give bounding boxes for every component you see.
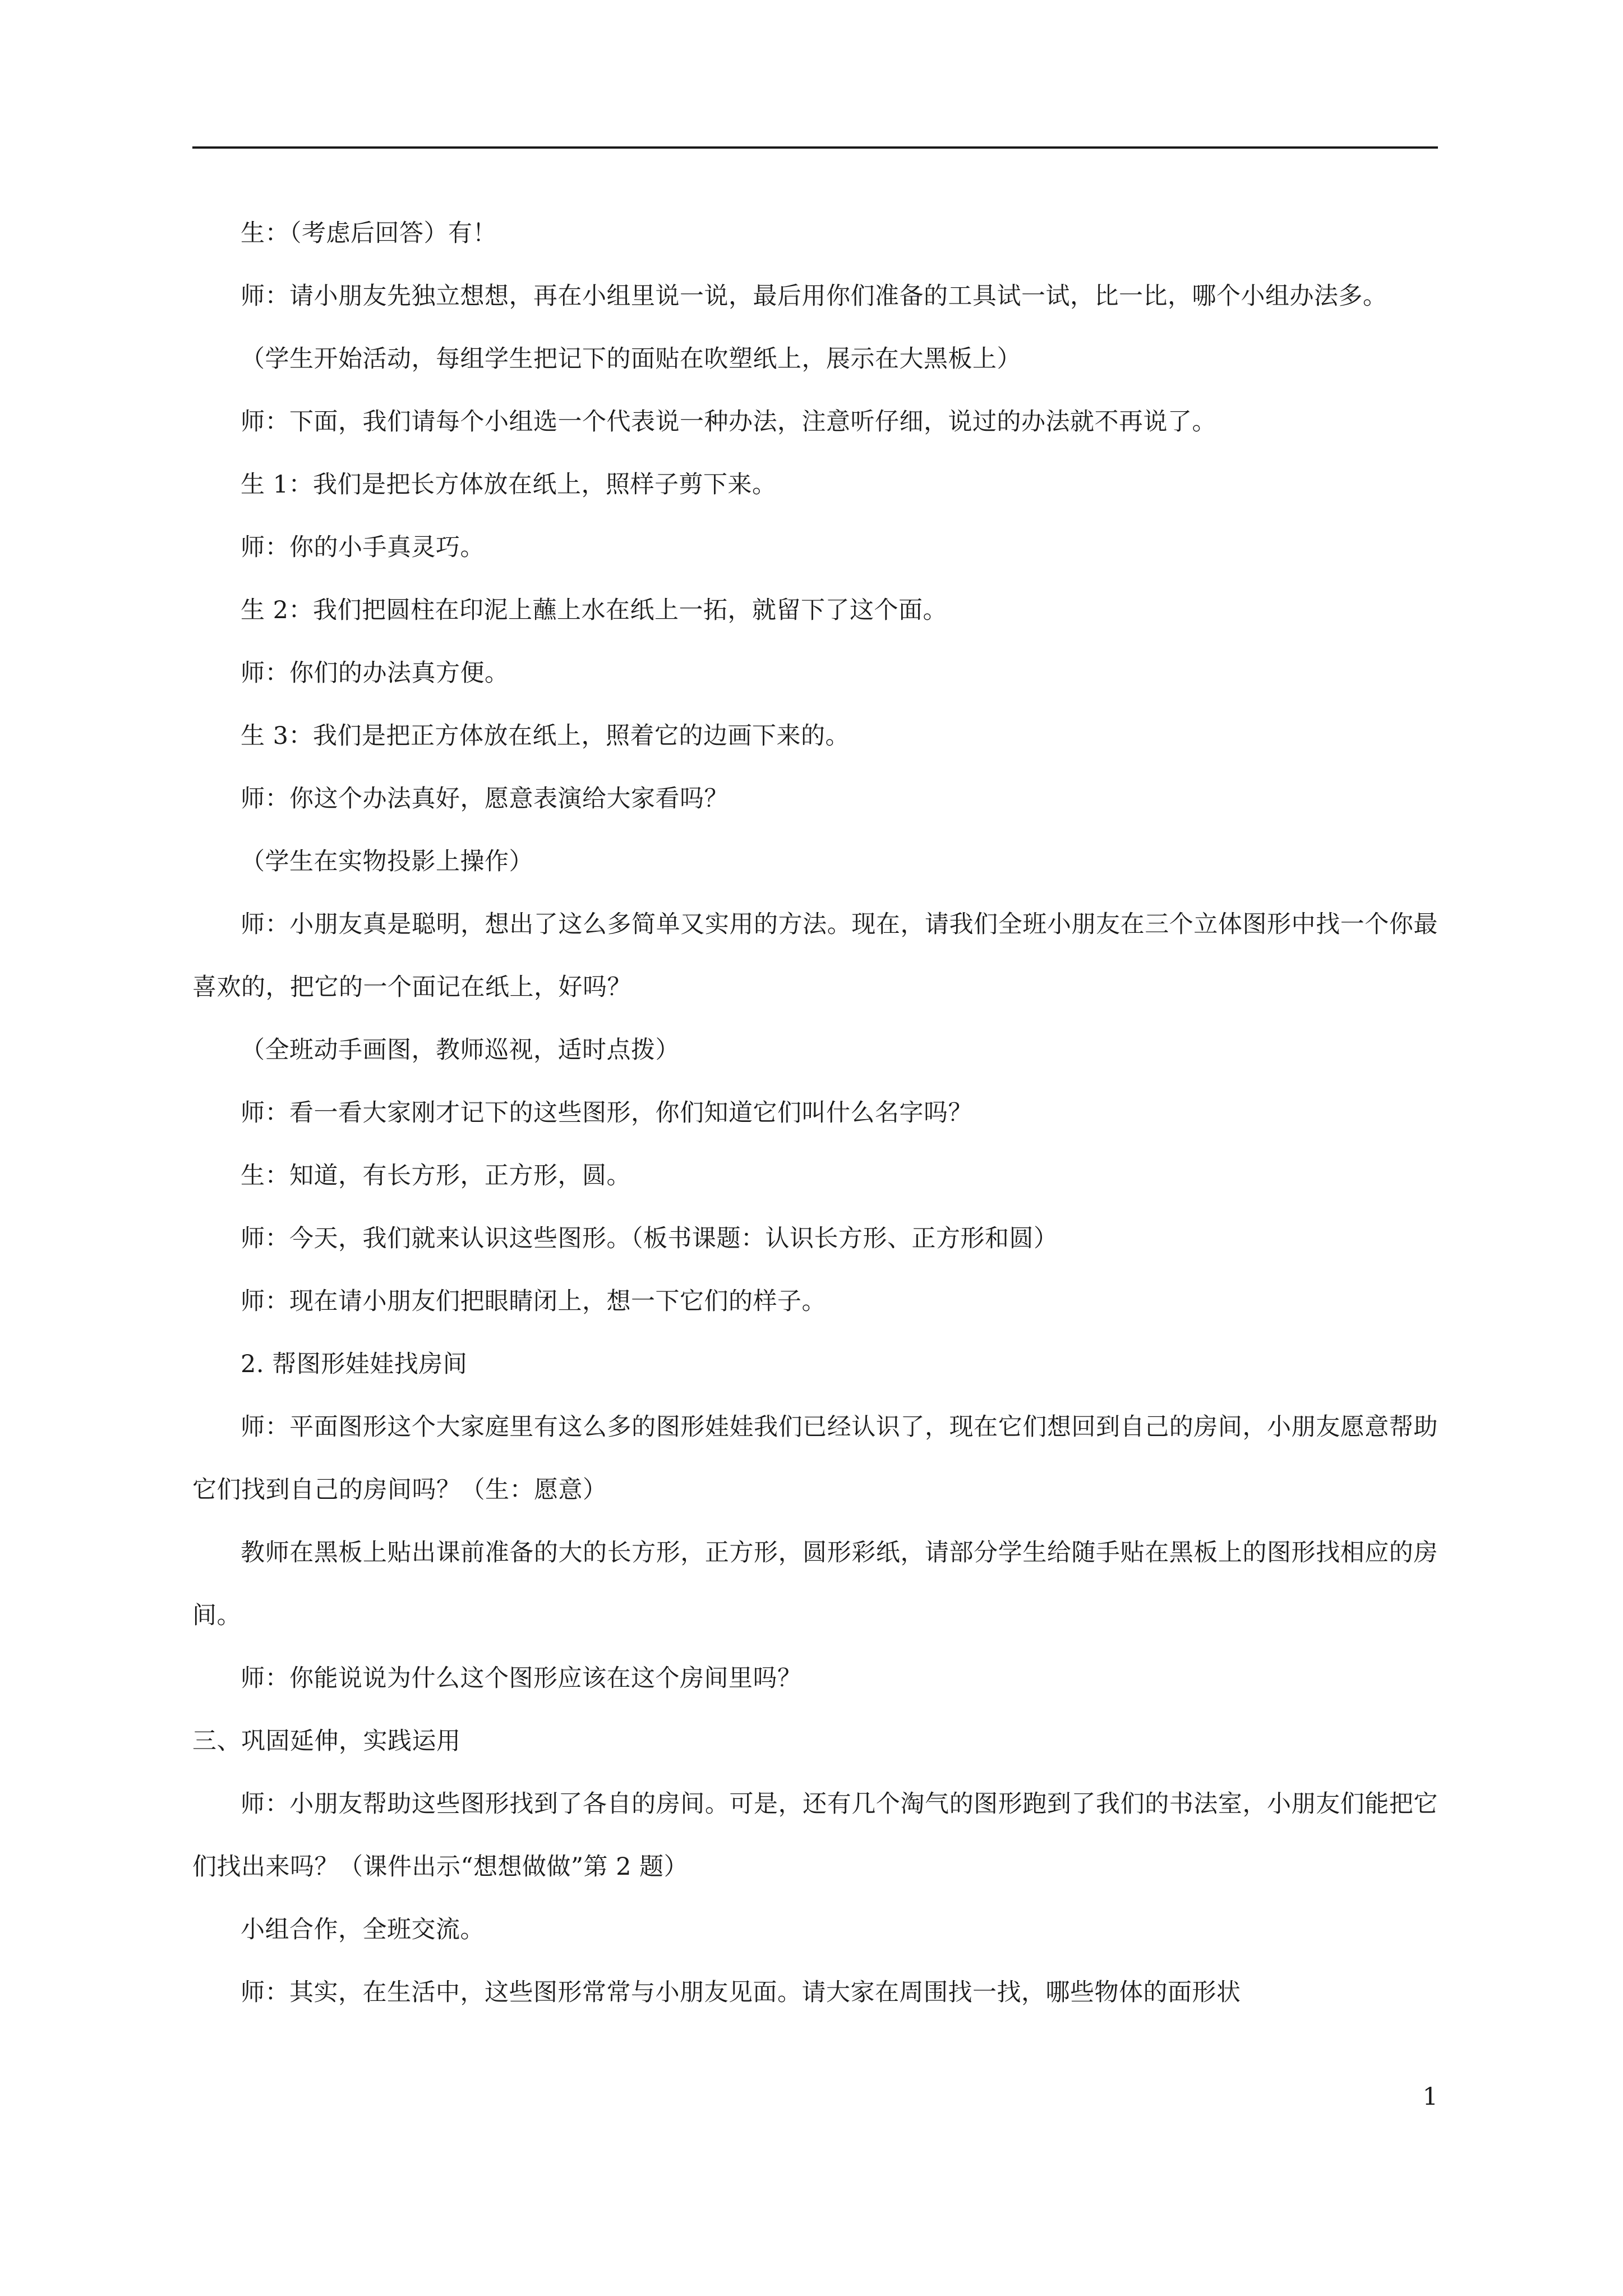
paragraph: （学生开始活动，每组学生把记下的面贴在吹塑纸上，展示在大黑板上） bbox=[241, 345, 1021, 373]
body-text bbox=[192, 202, 1438, 2024]
paragraph: 师：请小朋友先独立想想，再在小组里说一说，最后用你们准备的工具试一试，比一比，哪个小组办法多。 bbox=[241, 282, 1387, 310]
paragraph: 师：你能说说为什么这个图形应该在这个房间里吗？ bbox=[241, 1664, 802, 1692]
header-rule bbox=[192, 146, 1438, 149]
paragraph: （学生在实物投影上操作） bbox=[241, 848, 533, 876]
paragraph: 师：你们的办法真方便。 bbox=[241, 659, 509, 687]
paragraph: 师：看一看大家刚才记下的这些图形，你们知道它们叫什么名字吗？ bbox=[241, 1099, 972, 1127]
paragraph: 教师在黑板上贴出课前准备的大的长方形，正方形，圆形彩纸，请部分学生给随手贴在黑板上的图形找相应的房间。 bbox=[192, 1539, 1438, 1630]
paragraph: 生 2：我们把圆柱在印泥上蘸上水在纸上一拓，就留下了这个面。 bbox=[241, 596, 948, 624]
paragraph: 小组合作，全班交流。 bbox=[241, 1916, 485, 1944]
paragraph: 师：下面，我们请每个小组选一个代表说一种办法，注意听仔细，说过的办法就不再说了。 bbox=[241, 408, 1216, 436]
paragraph: 生：（考虑后回答）有！ bbox=[241, 219, 497, 247]
paragraph: 生：知道，有长方形，正方形，圆。 bbox=[241, 1162, 631, 1190]
paragraph: （全班动手画图，教师巡视，适时点拨） bbox=[241, 1036, 680, 1064]
paragraph: 师：今天，我们就来认识这些图形。（板书课题：认识长方形、正方形和圆） bbox=[241, 1225, 1058, 1253]
paragraph: 师：你的小手真灵巧。 bbox=[241, 533, 485, 562]
paragraph: 师：小朋友真是聪明，想出了这么多简单又实用的方法。现在，请我们全班小朋友在三个立体图形中找一个你最喜欢的，把它的一个面记在纸上，好吗？ bbox=[192, 910, 1438, 1001]
paragraph: 生 1：我们是把长方体放在纸上，照样子剪下来。 bbox=[241, 471, 777, 499]
section-subheading: 2. 帮图形娃娃找房间 bbox=[241, 1350, 468, 1378]
paragraph: 师：平面图形这个大家庭里有这么多的图形娃娃我们已经认识了，现在它们想回到自己的房间，小朋友愿意帮助它们找到自己的房间吗？（生：愿意） bbox=[192, 1413, 1438, 1504]
section-heading: 三、巩固延伸，实践运用 bbox=[192, 1727, 461, 1755]
paragraph: 师：现在请小朋友们把眼睛闭上，想一下它们的样子。 bbox=[241, 1287, 826, 1315]
paragraph: 生 3：我们是把正方体放在纸上，照着它的边画下来的。 bbox=[241, 722, 850, 750]
paragraph: 师：你这个办法真好，愿意表演给大家看吗？ bbox=[241, 785, 728, 813]
paragraph: 师：小朋友帮助这些图形找到了各自的房间。可是，还有几个淘气的图形跑到了我们的书法室，小朋友们能把它们找出来吗？（课件出示“想想做做”第 2 题） bbox=[192, 1790, 1438, 1881]
paragraph: 师：其实，在生活中，这些图形常常与小朋友见面。请大家在周围找一找，哪些物体的面形状 bbox=[241, 1978, 1241, 2007]
page-number: 1 bbox=[1422, 2083, 1438, 2111]
